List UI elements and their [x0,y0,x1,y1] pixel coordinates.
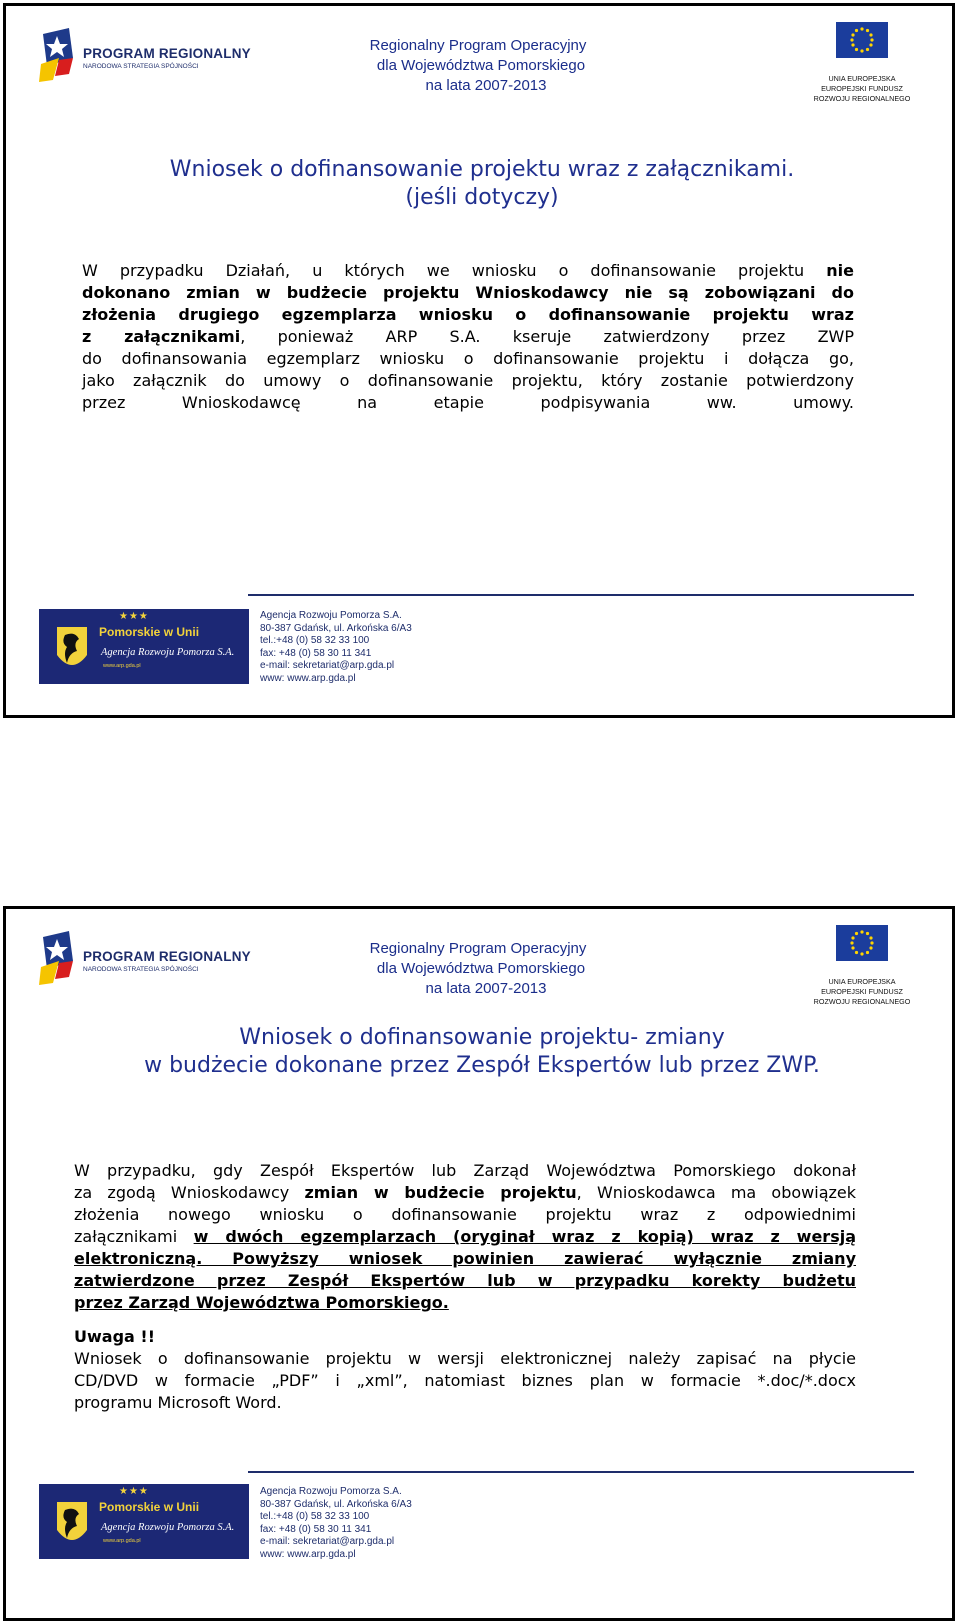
contact-tel: tel.:+48 (0) 58 32 33 100 [260,1511,370,1522]
contact-agency: Agencja Rozwoju Pomorza S.A. [260,1486,402,1497]
contact-email: e-mail: sekretariat@arp.gda.pl [260,660,395,671]
slide-1-title [26,156,938,212]
text-line: złożenia nowego wniosku o dofinansowanie projektu wraz z odpowiednimi [74,1205,856,1224]
text-line: W przypadku, gdy Zespół Ekspertów lub Zarząd Województwa Pomorskiego dokonał [74,1161,856,1180]
program-title: PROGRAM REGIONALNY [83,46,251,61]
text-line: dokonano zmian w budżecie projektu Wnioskodawcy nie są zobowiązani do [82,283,854,302]
logo-www: www.arp.gda.pl [103,663,141,669]
text-run-bold: z załącznikami [82,327,241,346]
program-header [306,36,656,96]
text-line: programu Microsoft Word. [74,1393,282,1412]
footer-divider [248,1471,914,1473]
header-line-3: na lata 2007-2013 [425,980,547,997]
logo-name: Pomorskie w Unii [99,1500,200,1514]
header-line-2: dla Województwa Pomorskiego [376,57,586,74]
contact-agency: Agencja Rozwoju Pomorza S.A. [260,610,402,621]
text-run-bold: nie [826,261,854,280]
logo-agency: Agencja Rozwoju Pomorza S.A. [101,1522,235,1533]
slide-1 [3,3,955,718]
program-regionalny-logo [39,931,249,991]
header-line-3: na lata 2007-2013 [425,77,547,94]
star-logo-icon [39,28,77,84]
slide-2 [3,906,955,1621]
header-line-1: Regionalny Program Operacyjny [369,940,587,957]
eu-logo [806,22,918,102]
contact-email: e-mail: sekretariat@arp.gda.pl [260,1536,395,1547]
text-run-bold-underline: w dwóch egzemplarzach (oryginał wraz z kopią) wraz z wersją [193,1227,857,1246]
logo-name: Pomorskie w Unii [99,625,200,639]
contact-tel: tel.:+48 (0) 58 32 33 100 [260,635,370,646]
title-line-2: w budżecie dokonane przez Zespół Ekspertów lub przez ZWP. [144,1053,820,1078]
slide-1-paragraph [82,260,854,414]
text-line: CD/DVD w formacie „PDF” i „xml”, natomiast biznes plan w formacie *.doc/*.docx [74,1371,856,1390]
footer-divider [248,594,914,596]
pomorskie-w-unii-logo [39,609,249,684]
text-run: załącznikami [74,1227,194,1246]
header-line-2: dla Województwa Pomorskiego [376,960,586,977]
eu-line-2: EUROPEJSKI FUNDUSZ [821,84,903,93]
contact-fax: fax: +48 (0) 58 30 11 341 [260,647,372,659]
logo-www: www.arp.gda.pl [103,1538,141,1544]
text-line: przez Zarząd Województwa Pomorskiego. [74,1293,449,1312]
contact-www: www: www.arp.gda.pl [260,672,356,684]
griffin-crest-icon [47,1494,97,1550]
eu-line-2: EUROPEJSKI FUNDUSZ [821,987,903,996]
text-line: Wniosek o dofinansowanie projektu w wersji elektronicznej należy zapisać na płycie [74,1349,856,1368]
text-run: , Wnioskodawca ma obowiązek [576,1183,857,1202]
eu-flag-icon [836,925,888,961]
text-run-bold: zmian w budżecie projektu [304,1183,577,1202]
eu-line-1: UNIA EUROPEJSKA [828,74,896,83]
footer-contact [260,610,412,685]
text-line: zatwierdzone przez Zespół Ekspertów lub w przypadku korekty budżetu [74,1271,856,1290]
program-header [306,939,656,999]
text-line: jako załącznik do umowy o dofinansowanie projektu, który zostanie potwierdzony [82,371,854,390]
program-regionalny-logo [39,28,249,88]
text-line: do dofinansowania egzemplarz wniosku o dofinansowanie projektu i dołącza go, [82,349,854,368]
slide-2-paragraph [74,1160,856,1314]
eu-line-1: UNIA EUROPEJSKA [828,977,896,986]
contact-address: 80-387 Gdańsk, ul. Arkońska 6/A3 [260,622,412,634]
text-line: elektroniczną. Powyższy wniosek powinien zawierać wyłącznie zmiany [74,1249,856,1268]
slide-2-note [74,1326,856,1414]
stars-icon: ★★★ [119,1486,149,1497]
text-line: przez Wnioskodawcę na etapie podpisywania ww. umowy. [82,393,854,412]
eu-line-3: ROZWOJU REGIONALNEGO [813,94,911,103]
note-title: Uwaga !! [74,1327,155,1346]
title-line-1: Wniosek o dofinansowanie projektu- zmiany [239,1025,725,1050]
griffin-crest-icon [47,619,97,675]
footer-contact [260,1486,412,1561]
contact-fax: fax: +48 (0) 58 30 11 341 [260,1523,372,1535]
program-title: PROGRAM REGIONALNY [83,949,251,964]
text-line: złożenia drugiego egzemplarza wniosku o dofinansowanie projektu wraz [82,305,854,324]
program-subtitle: NARODOWA STRATEGIA SPÓJNOŚCI [83,966,199,973]
contact-www: www: www.arp.gda.pl [260,1548,356,1560]
program-subtitle: NARODOWA STRATEGIA SPÓJNOŚCI [83,63,199,70]
eu-logo [806,925,918,1005]
header-line-1: Regionalny Program Operacyjny [369,37,587,54]
slide-2-title [26,1024,938,1080]
eu-line-3: ROZWOJU REGIONALNEGO [813,997,911,1006]
stars-icon: ★★★ [119,611,149,622]
eu-flag-icon [836,22,888,58]
star-logo-icon [39,931,77,987]
contact-address: 80-387 Gdańsk, ul. Arkońska 6/A3 [260,1498,412,1510]
text-run: , ponieważ ARP S.A. kseruje zatwierdzony przez ZWP [240,327,854,346]
title-line-1: Wniosek o dofinansowanie projektu wraz z załącznikami. [169,157,795,182]
text-run: za zgodą Wnioskodawcy [74,1183,305,1202]
title-line-2: (jeśli dotyczy) [405,185,559,210]
logo-agency: Agencja Rozwoju Pomorza S.A. [101,647,235,658]
pomorskie-w-unii-logo [39,1484,249,1559]
text-run: W przypadku Działań, u których we wniosku o dofinansowanie projektu [82,261,827,280]
